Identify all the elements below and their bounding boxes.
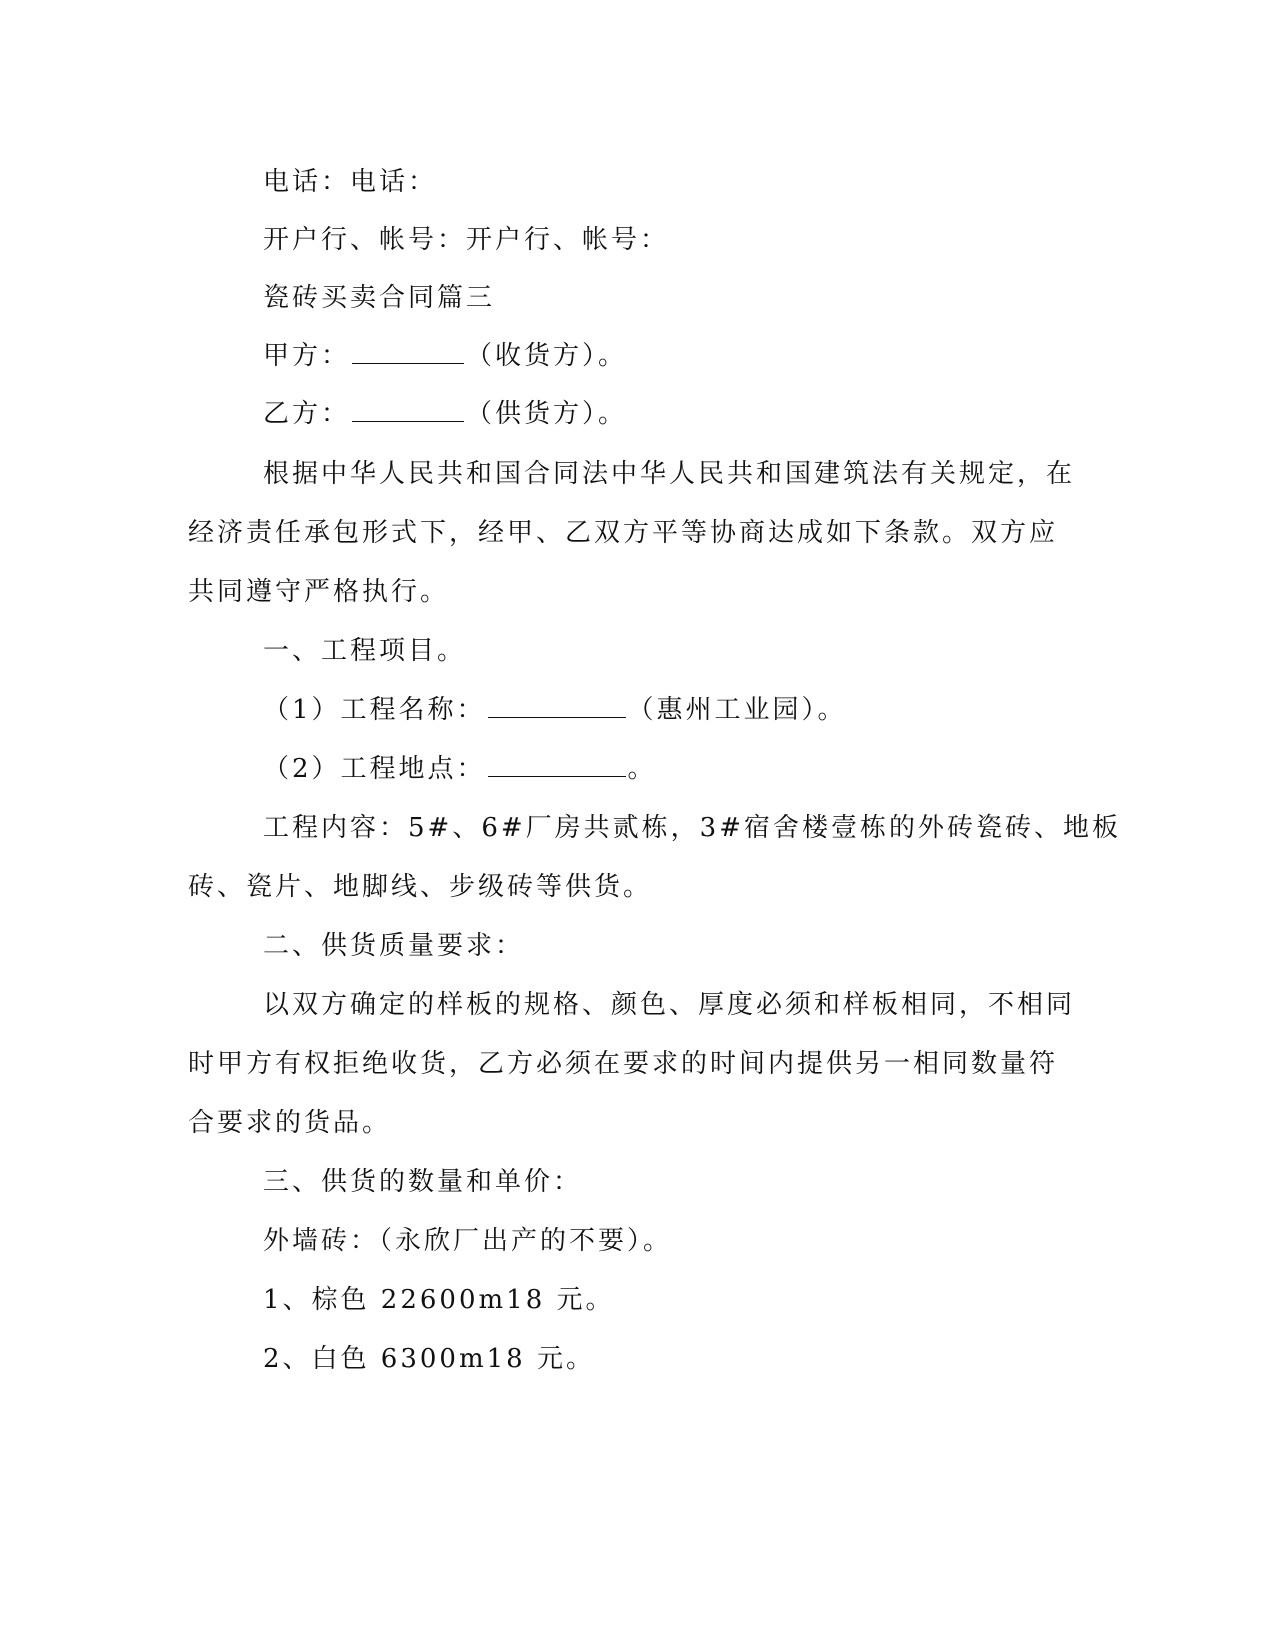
paragraph-line <box>263 812 1143 844</box>
text: 一、工程项目。 <box>263 636 467 666</box>
section-heading <box>263 1166 1143 1198</box>
blank-field <box>488 754 626 777</box>
party-a-line <box>263 340 1143 372</box>
paragraph-line <box>188 1107 1068 1139</box>
blank-field <box>488 695 626 718</box>
paragraph-line <box>263 1225 1143 1257</box>
phone-line <box>263 166 1143 198</box>
text: 经济责任承包形式下，经甲、乙双方平等协商达成如下条款。双方应 <box>188 518 1059 548</box>
text: 二、供货质量要求： <box>263 931 525 961</box>
paragraph-line <box>188 517 1068 549</box>
text: 。 <box>627 754 657 784</box>
list-item <box>263 1343 1143 1375</box>
text: 根据中华人民共和国合同法中华人民共和国建筑法有关规定，在 <box>263 459 1076 489</box>
text: 电话：电话： <box>263 167 438 197</box>
text: 时甲方有权拒绝收货，乙方必须在要求的时间内提供另一相同数量符 <box>188 1049 1059 1079</box>
text: （收货方）。 <box>466 341 628 371</box>
text: （惠州工业园）。 <box>627 695 847 725</box>
text: （供货方）。 <box>466 399 628 429</box>
text: 开户行、帐号：开户行、帐号： <box>263 225 670 255</box>
section-heading <box>263 635 1143 667</box>
project-location-line <box>263 753 1143 785</box>
label: 甲方： <box>263 341 351 371</box>
label: （2）工程地点： <box>263 754 486 784</box>
section-heading <box>263 930 1143 962</box>
text: 以双方确定的样板的规格、颜色、厚度必须和样板相同，不相同 <box>263 990 1076 1020</box>
party-b-line <box>263 398 1143 430</box>
list-item <box>263 1284 1143 1316</box>
label: 乙方： <box>263 399 351 429</box>
text: 2、白色 6300m18 元。 <box>263 1344 595 1374</box>
paragraph-line <box>188 871 1068 903</box>
text: 合要求的货品。 <box>188 1108 392 1138</box>
blank-field <box>352 399 464 422</box>
contract-title <box>263 282 1143 314</box>
project-name-line <box>263 694 1143 726</box>
paragraph-line <box>188 1048 1068 1080</box>
text: 外墙砖：（永欣厂出产的不要）。 <box>263 1226 673 1256</box>
paragraph-line <box>263 989 1143 1021</box>
text: 共同遵守严格执行。 <box>188 577 450 607</box>
blank-field <box>352 341 464 364</box>
text: 工程内容：5#、6#厂房共贰栋，3#宿舍楼壹栋的外砖瓷砖、地板 <box>263 813 1121 843</box>
paragraph-line <box>263 458 1143 490</box>
text: 三、供货的数量和单价： <box>263 1167 583 1197</box>
text: 砖、瓷片、地脚线、步级砖等供货。 <box>188 872 653 902</box>
label: （1）工程名称： <box>263 695 486 725</box>
bank-account-line <box>263 224 1143 256</box>
paragraph-line <box>188 576 1068 608</box>
text: 瓷砖买卖合同篇三 <box>263 283 496 313</box>
text: 1、棕色 22600m18 元。 <box>263 1285 615 1315</box>
